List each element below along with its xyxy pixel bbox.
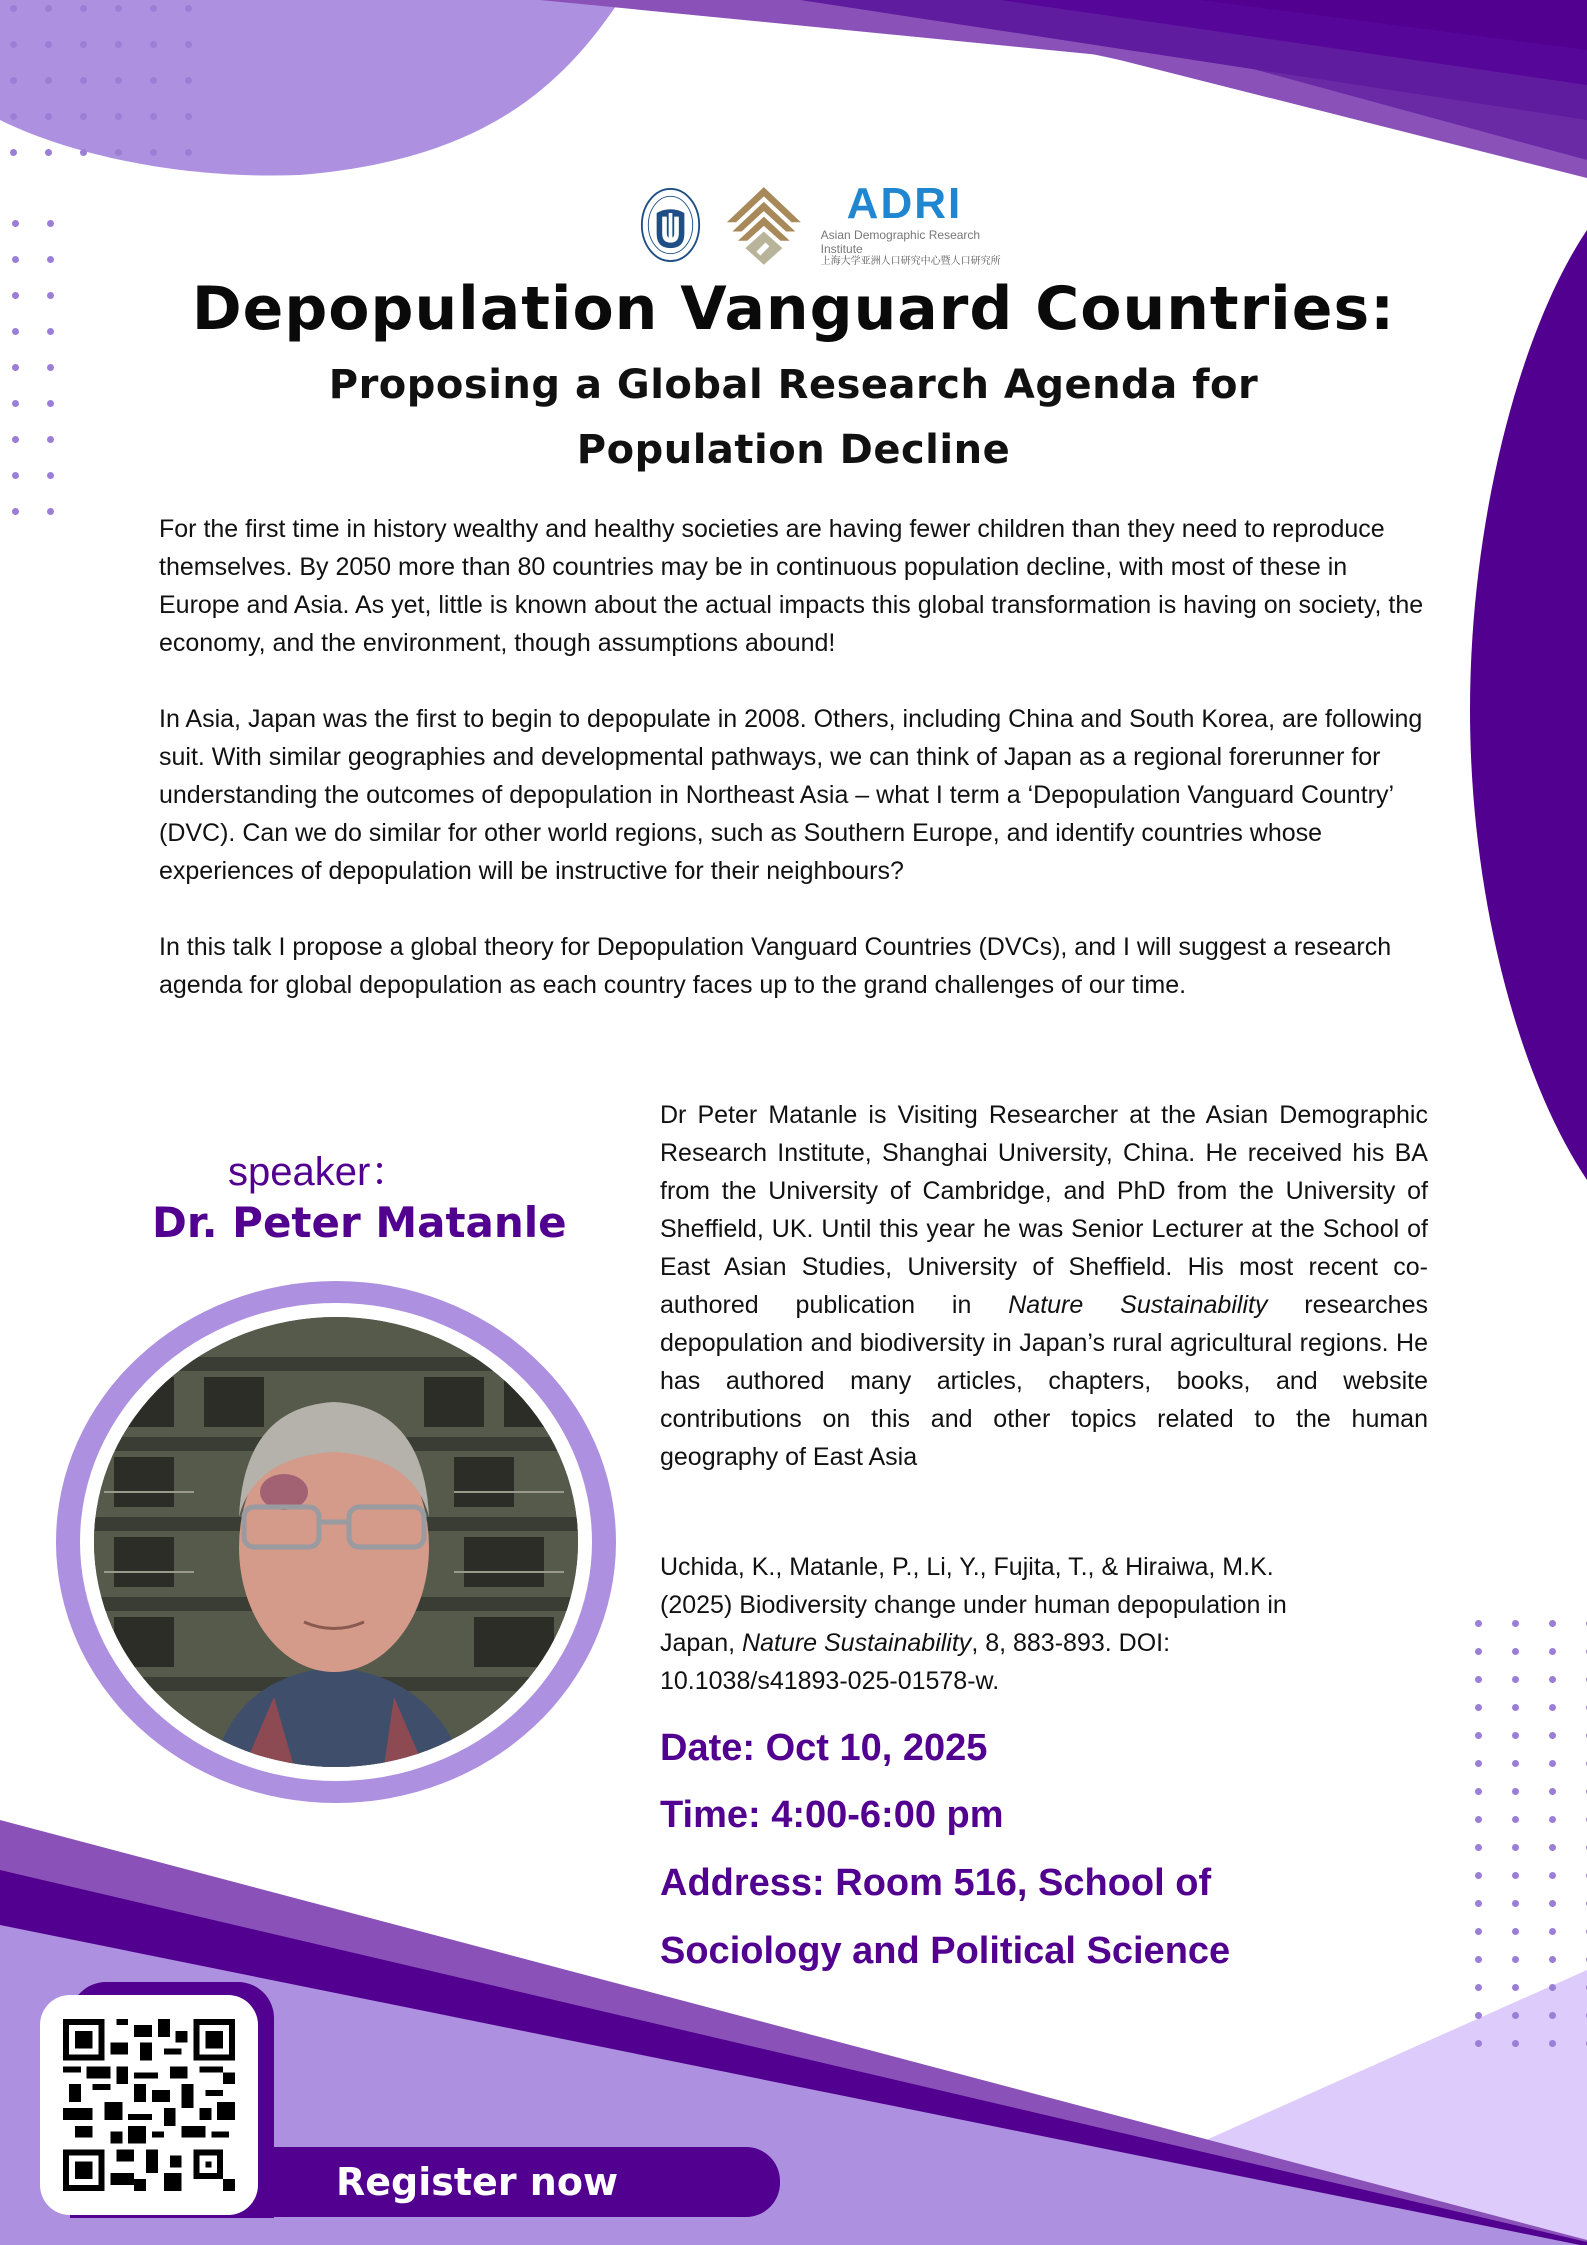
abstract-paragraph-3: In this talk I propose a global theory for Depopulation Vanguard Countries (DVCs), and I will suggest a research agenda for global depopulation as each country faces up to the grand challenges of our time.	[159, 933, 1392, 999]
bio-text-part-2: researches depopulation and biodiversity in Japan’s rural agricultural regions. He has authored many articles, chapters, books, and website contributions on this and other topics related to the human geography of East Asia	[660, 1291, 1428, 1471]
speaker-photo	[94, 1317, 578, 1767]
event-address-line-1: Address: Room 516, School of	[660, 1862, 1212, 1904]
abstract	[159, 510, 1429, 1004]
subtitle-line-2: Population Decline	[576, 427, 1011, 473]
citation-journal: Nature Sustainability	[742, 1629, 972, 1657]
abstract-paragraph-1: For the first time in history wealthy and healthy societies are having fewer children than they need to reproduce themselves. By 2050 more than 80 countries may be in continuous population decline, with most of these in Europe and Asia. As yet, little is known about the actual impacts this global transformation is having on society, the economy, and the environment, though assumptions abound!	[159, 515, 1424, 657]
citation	[660, 1548, 1428, 1700]
adri-english-name: Asian Demographic Research Institute	[820, 228, 981, 256]
speaker-label: speaker：	[228, 1150, 411, 1194]
institute-emblem-logo	[725, 182, 803, 268]
citation-line-1: Uchida, K., Matanle, P., Li, Y., Fujita, T., & Hiraiwa, M.K.	[660, 1553, 1274, 1581]
citation-doi: 10.1038/s41893-025-01578-w.	[660, 1667, 1000, 1695]
citation-line-3	[660, 1624, 1428, 1662]
bio-text-part-1: Dr Peter Matanle is Visiting Researcher at the Asian Demographic Research Institute, Shanghai University, China. He received his BA from the University of Cambridge, and PhD from the University of Sheffield, UK. Until this year he was Senior Lecturer at the School of East Asian Studies, University of Sheffield. His most recent co-authored publication in	[660, 1101, 1428, 1319]
adri-chinese-name: 上海大学亚洲人口研究中心暨人口研究所	[820, 256, 1001, 267]
citation-line-2: (2025) Biodiversity change under human depopulation in	[660, 1591, 1287, 1619]
event-time: Time: 4:00-6:00 pm	[660, 1794, 1004, 1836]
qr-code-icon	[63, 2019, 235, 2191]
speaker-bio	[660, 1096, 1428, 1476]
subtitle-line-1: Proposing a Global Research Agenda for	[328, 362, 1259, 408]
page-title: Depopulation Vanguard Countries:	[191, 274, 1396, 344]
event-address-line-2: Sociology and Political Science	[660, 1930, 1231, 1972]
bio-journal-name: Nature Sustainability	[1008, 1291, 1268, 1319]
abstract-paragraph-2: In Asia, Japan was the first to begin to depopulate in 2008. Others, including China and South Korea, are following suit. With similar geographies and developmental pathways, we can think of Japan as a regional forerunner for understanding the outcomes of depopulation in Northeast Asia – what I term a ‘Depopulation Vanguard Country’ (DVC). Can we do similar for other world regions, such as Southern Europe, and identify countries whose experiences of depopulation will be instructive for their neighbours?	[159, 705, 1423, 885]
speaker-name: Dr. Peter Matanle	[152, 1198, 567, 1247]
adri-logo-text: ADRI	[846, 179, 963, 228]
citation-line-3-pre: Japan,	[660, 1629, 743, 1657]
dot-grid-top-left	[10, 5, 192, 156]
event-date: Date: Oct 10, 2025	[660, 1727, 988, 1769]
citation-line-3-post: , 8, 883-893. DOI:	[971, 1629, 1171, 1657]
dot-grid-bottom-right	[1475, 1620, 1587, 2047]
registration-qr-code[interactable]	[40, 1995, 258, 2215]
logo-bar	[640, 180, 1010, 270]
shanghai-university-logo	[640, 184, 701, 266]
speaker-photo-frame	[56, 1281, 616, 1803]
register-now-button[interactable]: Register now	[230, 2147, 780, 2217]
